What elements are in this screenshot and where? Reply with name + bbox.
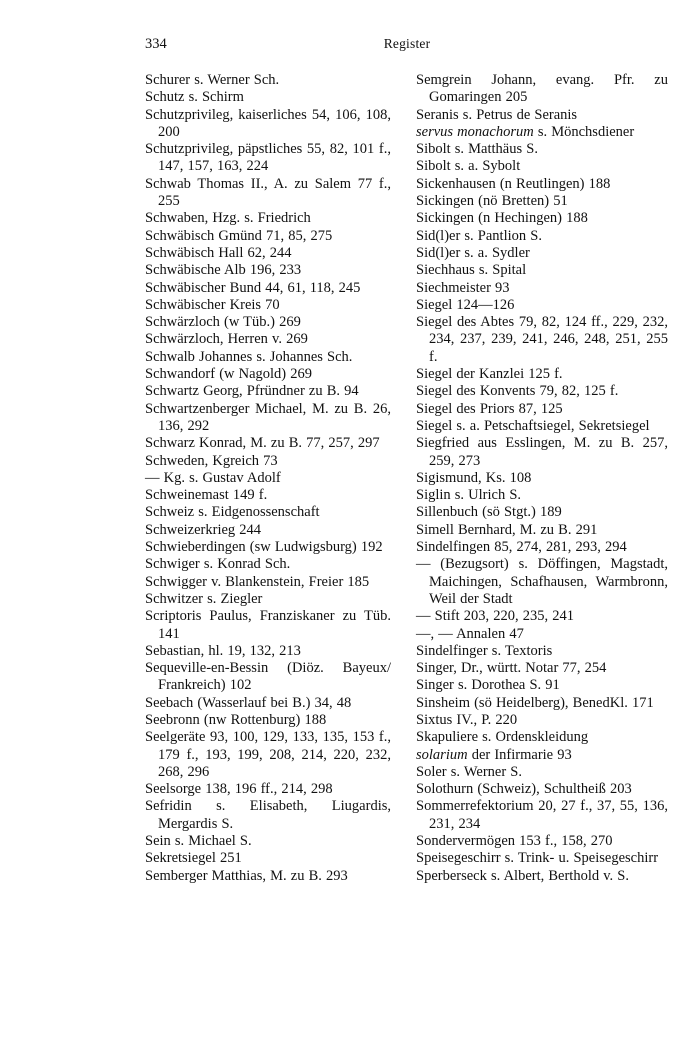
index-entry: Schwalb Johannes s. Johannes Sch.	[145, 348, 353, 365]
index-entry: — Stift 203, 220, 235, 241	[416, 608, 574, 625]
index-entry: Schwäbischer Bund 44, 61, 118, 245	[145, 279, 361, 296]
index-entry: Schweinemast 149 f.	[145, 487, 268, 504]
page-header	[145, 36, 669, 56]
index-entry: Speisegeschirr s. Trink- u. Speisegeschirr	[416, 850, 659, 867]
index-entry: Schwitzer s. Ziegler	[145, 590, 263, 607]
index-entry: Simell Bernhard, M. zu B. 291	[416, 521, 598, 538]
index-entry: Skapuliere s. Ordenskleidung	[416, 729, 589, 746]
index-entry: Schwarz Konrad, M. zu B. 77, 257, 297	[145, 435, 380, 452]
index-entry: Sickenhausen (n Reutlingen) 188	[416, 175, 611, 192]
index-entry: Siegfried aus Esslingen, M. zu B. 257, 259, 273	[416, 435, 668, 469]
index-entry: Sequeville-en-Bessin (Diöz. Bayeux/ Frankreich) 102	[145, 660, 391, 694]
index-entry: Siegel 124—126	[416, 296, 515, 313]
index-entry: solarium der Infirmarie 93	[416, 746, 572, 763]
index-entry: Schutzprivileg, kaiserliches 54, 106, 108, 200	[145, 106, 391, 140]
index-entry: Schwandorf (w Nagold) 269	[145, 366, 313, 383]
index-entry: Sindelfinger s. Textoris	[416, 642, 553, 659]
index-entry: Siegel der Kanzlei 125 f.	[416, 366, 563, 383]
index-entry: Siegel des Abtes 79, 82, 124 ff., 229, 232, 234, 237, 239, 241, 246, 248, 251, 255 f.	[416, 314, 668, 365]
index-entry: Schwiger s. Konrad Sch.	[145, 556, 291, 573]
index-entry: Sommerrefektorium 20, 27 f., 37, 55, 136, 231, 234	[416, 798, 668, 832]
index-entry: Schwartzenberger Michael, M. zu B. 26, 136, 292	[145, 400, 391, 434]
index-entry: Seelgeräte 93, 100, 129, 133, 135, 153 f., 179 f., 193, 199, 208, 214, 220, 232, 268, 296	[145, 729, 391, 780]
index-entry: — (Bezugsort) s. Döffingen, Magstadt, Maichingen, Schafhausen, Warmbronn, Weil der Stadt	[416, 556, 668, 607]
running-head: Register	[383, 36, 431, 51]
index-entry: Schwartz Georg, Pfründner zu B. 94	[145, 383, 359, 400]
index-entry: Schwäbisch Hall 62, 244	[145, 244, 292, 261]
index-entry: Schweden, Kgreich 73	[145, 452, 278, 469]
index-entry: Seranis s. Petrus de Seranis	[416, 106, 578, 123]
index-entry: Sickingen (n Hechingen) 188	[416, 210, 588, 227]
index-entry: Schwaben, Hzg. s. Friedrich	[145, 210, 311, 227]
index-entry: Schwärzloch, Herren v. 269	[145, 331, 308, 348]
index-entry: Sillenbuch (sö Stgt.) 189	[416, 504, 562, 521]
index-column-left	[145, 72, 391, 885]
index-entry: Semgrein Johann, evang. Pfr. zu Gomaringen 205	[416, 72, 668, 106]
index-entry: Schwäbisch Gmünd 71, 85, 275	[145, 227, 333, 244]
index-entry: Sid(l)er s. Pantlion S.	[416, 227, 542, 244]
index-entry: Solothurn (Schweiz), Schultheiß 203	[416, 781, 632, 798]
index-entry: Schweizerkrieg 244	[145, 521, 262, 538]
index-entry: Singer, Dr., württ. Notar 77, 254	[416, 660, 607, 677]
index-entry: Seelsorge 138, 196 ff., 214, 298	[145, 781, 333, 798]
index-entry: Siglin s. Ulrich S.	[416, 487, 522, 504]
index-entry: Schutzprivileg, päpstliches 55, 82, 101 f., 147, 157, 163, 224	[145, 141, 391, 175]
index-entry: Soler s. Werner S.	[416, 763, 522, 780]
index-entry: Schwäbische Alb 196, 233	[145, 262, 302, 279]
index-entry: Siegel des Konvents 79, 82, 125 f.	[416, 383, 619, 400]
index-entry: Sigismund, Ks. 108	[416, 469, 532, 486]
index-entry: Schweiz s. Eidgenossenschaft	[145, 504, 320, 521]
index-entry: Sindelfingen 85, 274, 281, 293, 294	[416, 539, 627, 556]
index-entry: Sixtus IV., P. 220	[416, 711, 518, 728]
index-entry: Scriptoris Paulus, Franziskaner zu Tüb. 141	[145, 608, 391, 642]
index-entry: Schwieberdingen (sw Ludwigsburg) 192	[145, 539, 383, 556]
index-entry: Siechmeister 93	[416, 279, 510, 296]
index-entry: Sefridin s. Elisabeth, Liugardis, Mergardis S.	[145, 798, 391, 832]
index-entry: Sid(l)er s. a. Sydler	[416, 244, 530, 261]
index-entry: Schwigger v. Blankenstein, Freier 185	[145, 573, 370, 590]
index-column-right	[416, 72, 668, 885]
index-entry: Schurer s. Werner Sch.	[145, 72, 280, 88]
index-entry: Sickingen (nö Bretten) 51	[416, 193, 568, 210]
index-entry: —, — Annalen 47	[416, 625, 524, 642]
page-number: 334	[145, 36, 167, 52]
index-entry: Schwab Thomas II., A. zu Salem 77 f., 255	[145, 175, 391, 210]
index-entry: servus monachorum s. Mönchsdiener	[416, 123, 635, 140]
index-entry: Semberger Matthias, M. zu B. 293	[145, 867, 348, 884]
index-entry: Siechhaus s. Spital	[416, 262, 527, 279]
index-entry: — Kg. s. Gustav Adolf	[145, 469, 281, 486]
index-entry: Sperberseck s. Albert, Berthold v. S.	[416, 867, 629, 884]
index-entry: Sebastian, hl. 19, 132, 213	[145, 642, 301, 659]
index-entry: Sinsheim (sö Heidelberg), BenedKl. 171	[416, 694, 654, 711]
index-entry: Siegel des Priors 87, 125	[416, 400, 563, 417]
index-entry: Seebronn (nw Rottenburg) 188	[145, 711, 327, 728]
index-entry: Sibolt s. a. Sybolt	[416, 158, 521, 175]
index-entry: Siegel s. a. Petschaftsiegel, Sekretsiegel	[416, 417, 650, 434]
index-entry: Seebach (Wasserlauf bei B.) 34, 48	[145, 694, 352, 711]
index-entry: Schwärzloch (w Tüb.) 269	[145, 314, 301, 331]
index-entry: Schutz s. Schirm	[145, 89, 244, 106]
index-entry: Sekretsiegel 251	[145, 850, 242, 867]
index-entry: Singer s. Dorothea S. 91	[416, 677, 560, 694]
index-entry: Schwäbischer Kreis 70	[145, 296, 280, 313]
index-entry: Sein s. Michael S.	[145, 833, 252, 850]
index-entry: Sondervermögen 153 f., 158, 270	[416, 833, 613, 850]
index-entry: Sibolt s. Matthäus S.	[416, 141, 538, 158]
